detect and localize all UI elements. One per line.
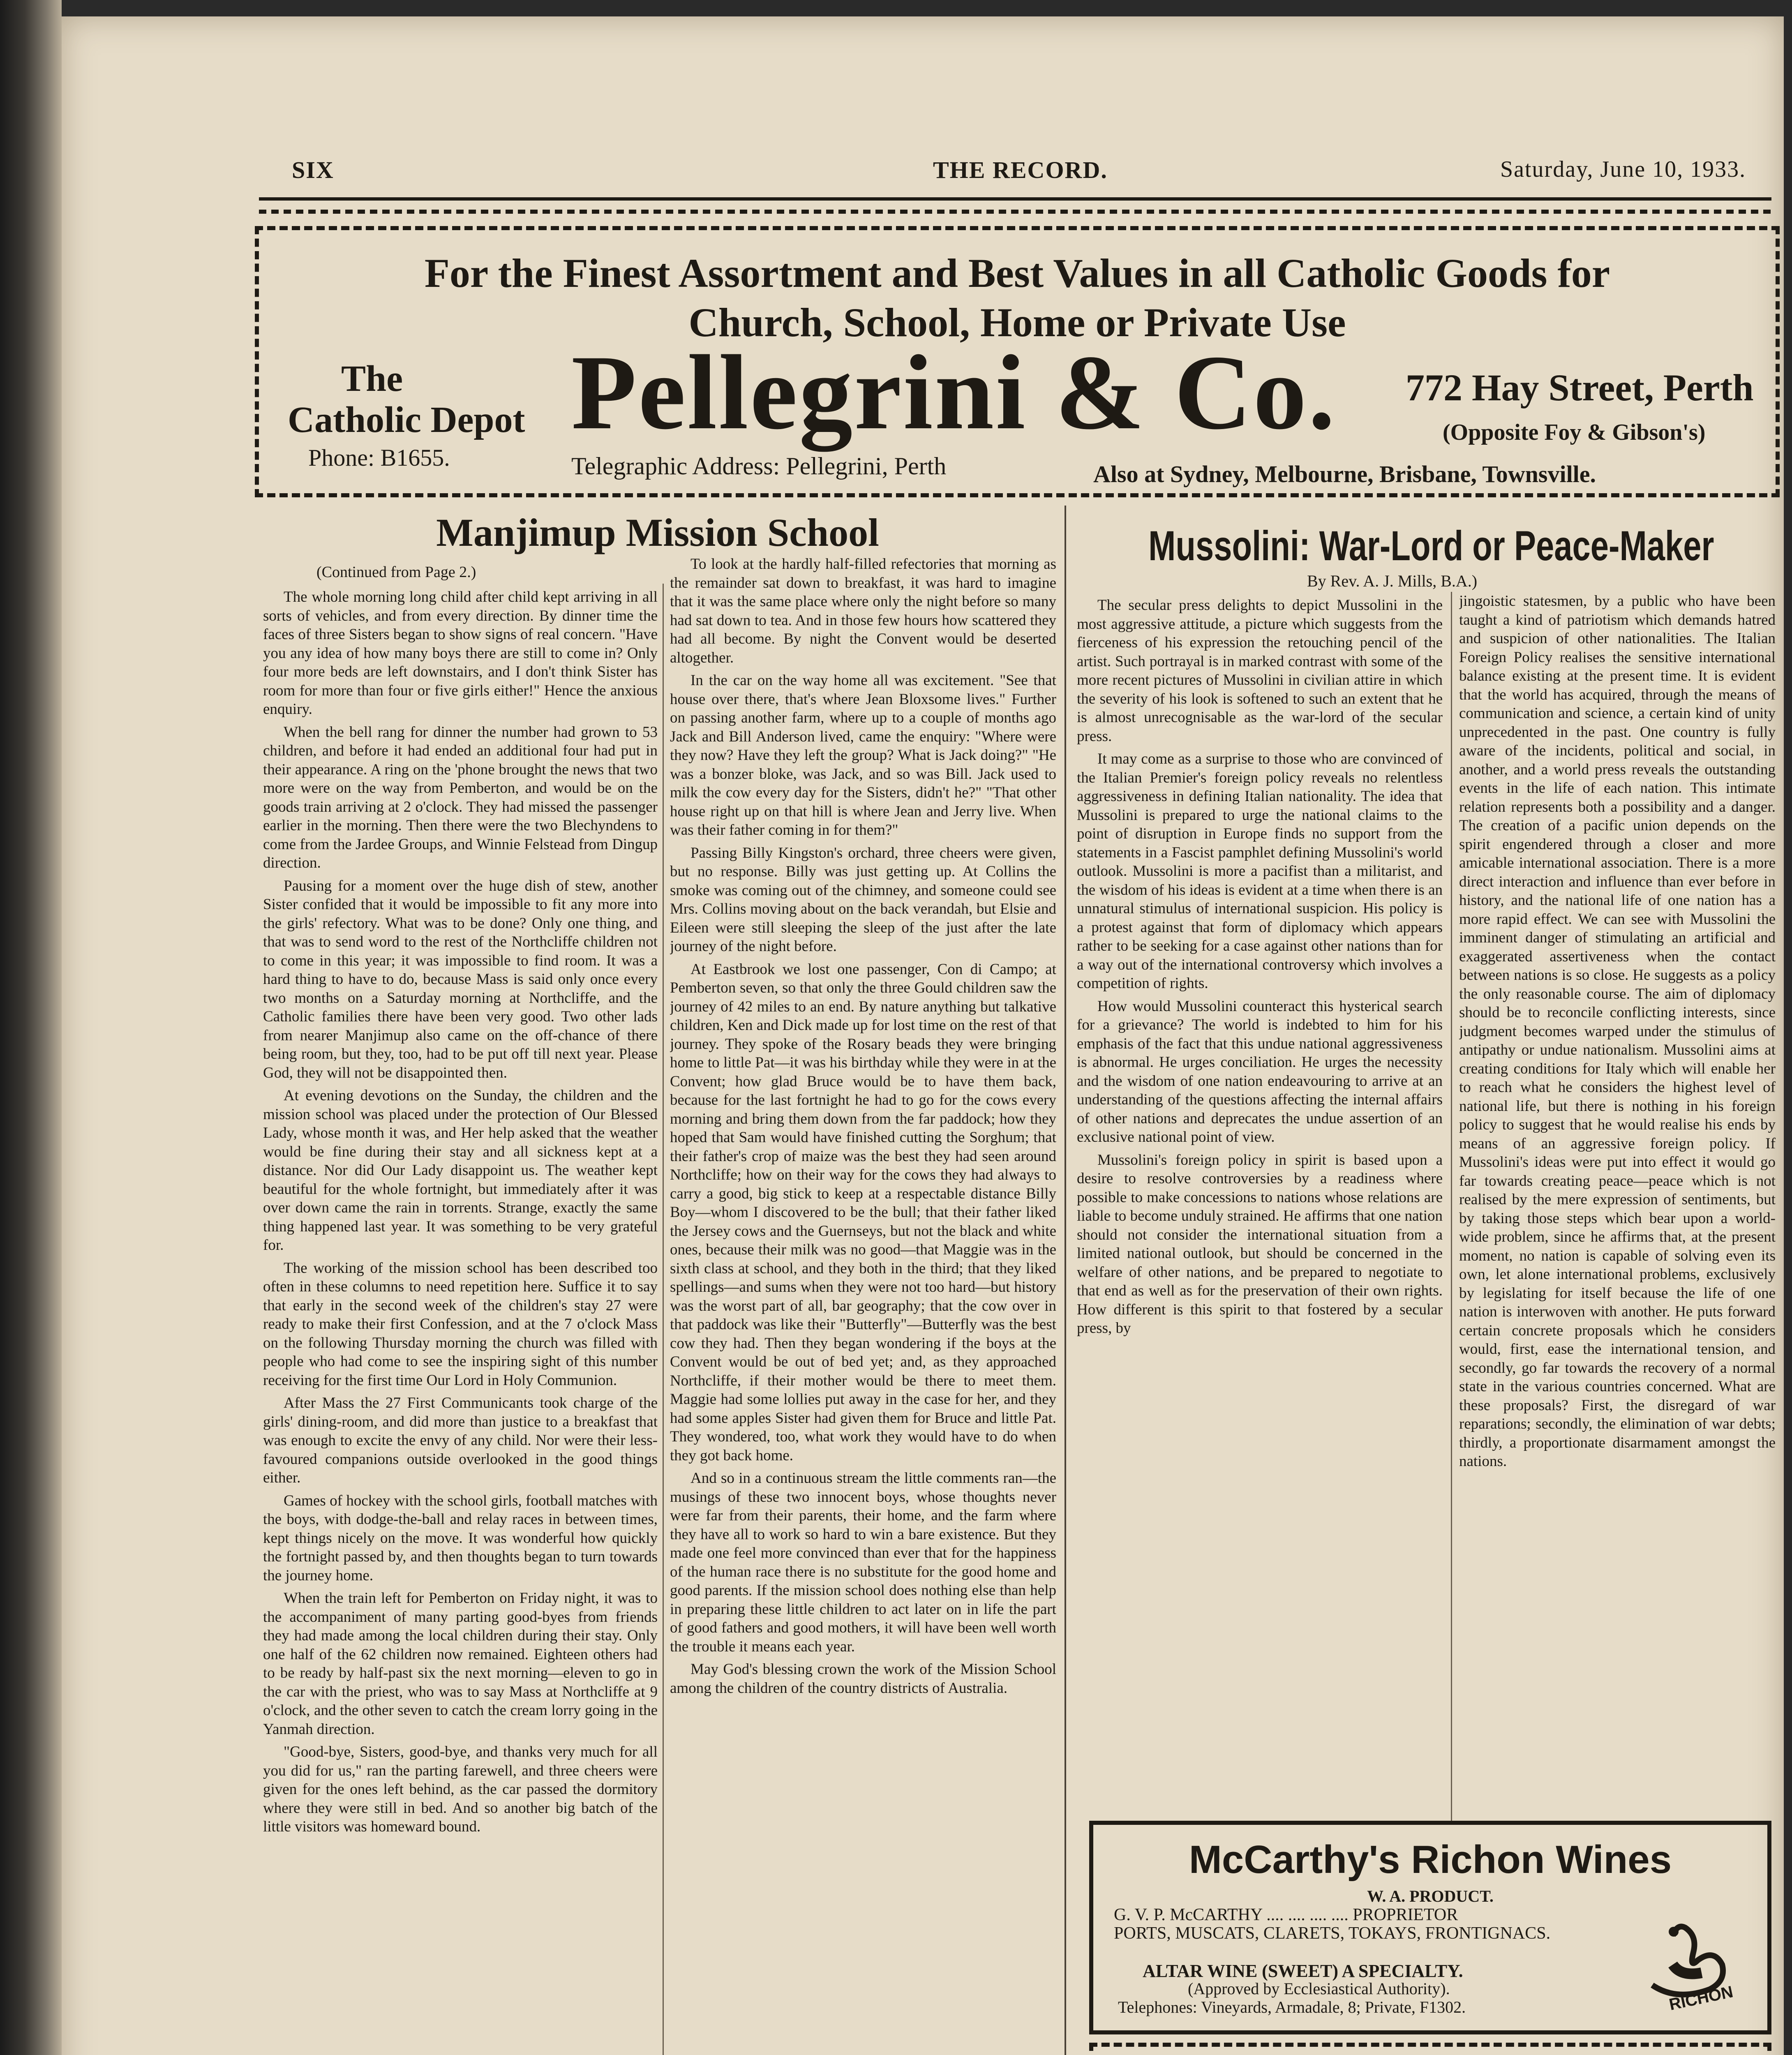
mussolini-paragraph: jingoistic statesmen, by a public who have been taught a kind of patriotism which demands hatred and suspicion of other nationalities. The Italian Foreign Policy realises the sensitive international balance existing at the present time. It is evident that the world has acquired, through the means of communication and science, a certain kind of unity unprecedented in the past. One country is fully aware of the incidents, political and social, in another, and a world press reveals the outstanding events in the life of each nation. This intimate relation represents both a possibility and a danger. The creation of a pacific union depends on the spirit engendered through a closer and more amicable international association. There is a more direct interaction and influence than ever before in history, and the national life of one nation has a more rapid effect. We can see with Mussolini the imminent danger of stimulating an artificial and exaggerated assertiveness when the contact between nations is so close. He suggests as a policy the only reasonable course. The aim of diplomacy should be to reconcile conflicting interests, since judgment becomes warped under the stimulus of antipathy or undue nationalism. Mussolini aims at creating conditions for Italy which will enable her to reach what he considers the highest level of national life, but there is nothing in his foreign policy to suggest that he would realise his ends by means of an aggressive foreign policy. If Mussolini's ideas were put into effect it would go far towards creating peace—peace which is not realised by the mere expression of sentiments, but by taking those steps which bear upon a world-wide problem, since he affirms that, at the present moment, no nation is capable of solving even its own, let alone international problems, exclusively by legislating for itself because the life of one nation is interwoven with another. He puts forward certain concrete proposals which he considers would, first, ease the international tension, and secondly, go far towards the recovery of a normal state in the various countries concerned. What are these proposals? First, the disregard of war reparations; secondly, the elimination of war debts; thirdly, a proportionate disarmament amongst the nations. [1459, 593, 1776, 1470]
mussolini-title-text: Mussolini: War-Lord or Peace-Maker [1148, 522, 1714, 569]
depedro-advertisement [1089, 2043, 1771, 2055]
richon-logo-text: RICHON [1667, 1983, 1735, 2014]
manjimup-paragraph: The working of the mission school has been described too often in these columns to need repetition here. Suffice it to say that early in the second week of the children's stay 27 were ready to make their first Confession, and at the 7 o'clock Mass on the following Thursday morning the church was filled with people who had come to see the inspiring sight of this number receiving for the first time Our Lord in Holy Communion. [263, 1259, 658, 1389]
header-dot-rule [259, 210, 1771, 214]
manjimup-column-2 [670, 555, 1056, 2055]
pellegrini-opposite: (Opposite Foy & Gibson's) [1443, 420, 1706, 445]
pellegrini-address: 772 Hay Street, Perth [1406, 367, 1754, 409]
column-rule [1451, 592, 1452, 1821]
manjimup-paragraph: May God's blessing crown the work of the Mission School among the children of the country districts of Australia. [670, 1661, 1056, 1697]
pellegrini-branches: Also at Sydney, Melbourne, Brisbane, Townsville. [1093, 461, 1596, 487]
paper-name: THE RECORD. [933, 157, 1108, 183]
pellegrini-company: Pellegrini & Co. [571, 333, 1337, 452]
manjimup-paragraph: At Eastbrook we lost one passenger, Con di Campo; at Pemberton seven, so that only the three Gould children saw the journey of 42 miles to an end. By nature anything but talkative children, Ken and Dick made up for lost time on the rest of that journey. They spoke of the Rosary beads they were bringing home to little Pat—it was his birthday while they were in at the Convent; how glad Bruce would be to have them back, because for the last fortnight he had to go for the cows every morning and bring them down from the far paddock; how they hoped that Sam would have finished cutting the Sorghum; that their father's crop of maize was the best they had seen around Northcliffe; how on their way for the cows they had always to carry a good, big stick to keep at a respectable distance Billy Boy—whom I discovered to be the bull; that their father liked the Jersey cows and the Guernseys, but not the black and white ones, because their milk was no good—that Maggie was in the sixth class at school, and they both in the third; that they liked spellings—and sums when they were not too hard—but history was the worst part of all, bar geography; that the cow over in that paddock was like their "Butterfly"—Butterfly was the best cow they had. Then they began wondering if the boys at the Convent would be out of bed yet; and, as they approached Northcliffe, if their mother would be there to meet them. Maggie had some lollies put away in the case for her, and they had some apples Sister had given them for Bruce and little Pat. They wondered, too, what work they would have to do when they got back home. [670, 961, 1056, 1464]
mccarthy-altar-wine: ALTAR WINE (SWEET) A SPECIALTY. [1143, 1961, 1463, 1981]
issue-date: Saturday, June 10, 1933. [1500, 157, 1746, 182]
depot-name: Catholic Depot [288, 399, 525, 440]
pellegrini-advertisement [255, 226, 1780, 497]
column-rule [663, 584, 664, 2055]
mccarthy-proprietor: G. V. P. McCARTHY .... .... .... .... PROPRIETOR [1114, 1905, 1458, 1924]
manjimup-paragraph: When the train left for Pemberton on Friday night, it was to the accompaniment of many parting good-byes from friends they had made among the local children during their stay. Only one half of the 62 children now remained. Eighteen others had to be ready by half-past six the next morning—eleven to go in the car with the priest, who was to say Mass at Northcliffe at 9 o'clock, and the other seven to catch the cream lorry going in the Yanmah direction. [263, 1590, 658, 1738]
mccarthy-title: McCarthy's Richon Wines [1189, 1838, 1672, 1882]
mccarthy-telephones: Telephones: Vineyards, Armadale, 8; Private, F1302. [1118, 1998, 1466, 2016]
manjimup-continued: (Continued from Page 2.) [316, 563, 476, 581]
mussolini-title [1069, 522, 1784, 570]
header-rule [259, 197, 1771, 201]
manjimup-paragraph: To look at the hardly half-filled refectories that morning as the remainder sat down to breakfast, it was hard to imagine that it was the same place where only the night before so many had sat down to tea. And in those few hours how scattered they had all become. By night the Convent would be deserted altogether. [670, 556, 1056, 666]
mccarthy-advertisement [1089, 1821, 1771, 2034]
mussolini-column-1 [1077, 596, 1443, 1817]
manjimup-column-1 [263, 588, 658, 2055]
mccarthy-types: PORTS, MUSCATS, CLARETS, TOKAYS, FRONTIGNACS. [1114, 1924, 1551, 1943]
pellegrini-telegraphic: Telegraphic Address: Pellegrini, Perth [571, 453, 947, 480]
mussolini-byline: By Rev. A. J. Mills, B.A.) [1307, 572, 1478, 590]
column-rule [1065, 506, 1066, 2055]
manjimup-paragraph: Passing Billy Kingston's orchard, three cheers were given, but no response. Billy was just getting up. At Collins the smoke was coming out of the chimney, and someone could see Mrs. Collins moving about on the back verandah, but Elsie and Eileen were still sleeping the sleep of the just after the late journey of the night before. [670, 844, 1056, 955]
manjimup-title: Manjimup Mission School [436, 510, 879, 554]
manjimup-paragraph: Games of hockey with the school girls, football matches with the boys, with dodge-the-ball and relay races in between times, kept things nicely on the move. It was wonderful how quickly the fortnight passed by, and then thoughts began to turn towards the journey home. [263, 1492, 658, 1584]
manjimup-paragraph: The whole morning long child after child kept arriving in all sorts of vehicles, and from every direction. By dinner time the faces of three Sisters began to show signs of real concern. "Have you any idea of how many boys there are still to come in? Only four more beds are left downstairs, and I don't think Sister has room for more than four or five girls either!" Hence the anxious enquiry. [263, 589, 658, 718]
manjimup-paragraph: "Good-bye, Sisters, good-bye, and thanks very much for all you did for us," ran the parting farewell, and three cheers were given for the ones left behind, as the car passed the dormitory where they were still in bed. And so another big batch of the little visitors was homeward bound. [263, 1743, 658, 1835]
mussolini-paragraph: How would Mussolini counteract this hysterical search for a grievance? The world is indebted to him for his emphasis of the fact that this undue national aggressiveness is abnormal. He urges conciliation. He urges the necessity and the wisdom of one nation endeavouring to arrive at an understanding of the questions affecting the internal affairs of other nations and deprecates the undue assertion of an exclusive national point of view. [1077, 997, 1443, 1145]
manjimup-paragraph: At evening devotions on the Sunday, the children and the mission school was placed under the protection of Our Blessed Lady, whose month it was, and Her help asked that the weather would be fine during their stay and all sickness kept at a distance. Nor did Our Lady disappoint us. The weather kept beautiful for the whole fortnight, but immediately after it was over down came the rain in torrents. Strange, exactly the same thing happened last year. It was something to be very grateful for. [263, 1087, 658, 1254]
depot-the: The [341, 358, 403, 399]
pellegrini-subheadline: Church, School, Home or Private Use [688, 300, 1346, 345]
pellegrini-phone: Phone: B1655. [308, 444, 450, 471]
manjimup-paragraph: Pausing for a moment over the huge dish of stew, another Sister confided that it would be impossible to fit any more into the girls' refectory. What was to be done? Only one thing, and that was to send word to the rest of the Northcliffe children not to come in this year; it was impossible to find room. It was a hard thing to have to do, because Mass is said only once every two months on a Saturday morning at Northcliffe, and the Catholic families there have been very good. Two other lads from nearer Manjimup also came on the off-chance of there being room, but they, too, had to be put off till next year. Please God, they will not be disappointed then. [263, 877, 658, 1081]
book-spine-edge [0, 0, 62, 2055]
mussolini-column-2 [1459, 592, 1776, 1817]
page-label: SIX [292, 157, 334, 183]
mussolini-paragraph: It may come as a surprise to those who are convinced of the Italian Premier's foreign policy reveals no relentless aggressiveness in defining Italian nationality. The idea that Mussolini is prepared to urge the national claims to the point of disruption in Europe finds no support from the statements in a Fascist pamphlet defining Mussolini's world outlook. Mussolini is more a pacifist than a militarist, and the wisdom of his ideas is evident at a time when there is an unnatural stimulus of international suspicion. His policy is a protest against that form of diplomacy which appears rather to be seeking for a case against other nations than for a way out of the international controversy which involves a competition of rights. [1077, 750, 1443, 992]
mussolini-paragraph: The secular press delights to depict Mussolini in the most aggressive attitude, a picture which suggests from the fierceness of his expression the retouching pencil of the artist. Such portrayal is in marked contrast with some of the more recent pictures of Mussolini in civilian attire in which the severity of his look is softened to such an extent that he is almost unrecognisable as the war-lord of the secular press. [1077, 597, 1443, 745]
manjimup-paragraph: When the bell rang for dinner the number had grown to 53 children, and before it had ended an additional four had put in their appearance. A ring on the 'phone brought the news that two more were on the way from Pemberton, and would be on the goods train arriving at 2 o'clock. They had missed the passenger earlier in the morning. Then there were the two Blechyndens to come from the Jardee Groups, and Winnie Felstead from Dingup direction. [263, 723, 658, 871]
manjimup-paragraph: After Mass the 27 First Communicants took charge of the girls' dining-room, and did more than justice to a breakfast that was enough to excite the envy of any child. Nor were their less-favoured companions outside overlooked in the good things either. [263, 1395, 658, 1486]
pellegrini-headline: For the Finest Assortment and Best Values in all Catholic Goods for [424, 250, 1610, 296]
newspaper-page [62, 16, 1784, 2055]
mccarthy-approved: (Approved by Ecclesiastical Authority). [1188, 1979, 1450, 1998]
mccarthy-product: W. A. PRODUCT. [1367, 1887, 1494, 1905]
manjimup-paragraph: In the car on the way home all was excitement. "See that house over there, that's where Jean Bloxsome lives." Further on passing another farm, where up to a couple of months ago Jack and Bill Anderson lived, came the enquiry: "Where were they now? Have they left the group? What is Jack doing?" "He was a bonzer bloke, was Jack, and so was Bill. Jack used to milk the cow every day for the Sisters, didn't he?" "That other house right up on that hill is where Jean and Jerry live. When was their father coming in for them?" [670, 672, 1056, 838]
mussolini-paragraph: Mussolini's foreign policy in spirit is based upon a desire to resolve controversies by a readiness where possible to make concessions to nations whose relations are liable to become unduly strained. He affirms that one nation should not consider the international situation from a limited national outlook, but should be concerned in the welfare of other nations, and be prepared to negotiate to that end as well as for the preservation of their own rights. How different is this spirit to that fostered by a secular press, by [1077, 1151, 1443, 1337]
manjimup-paragraph: And so in a continuous stream the little comments ran—the musings of these two innocent boys, whose thoughts never were far from their parents, their home, and the farm where they have all to work so hard to win a bare existence. But they made one feel more convinced than ever that for the happiness of the human race there is no substitute for the good home and good parents. If the mission school does nothing else than help in preparing these little children to act later on in life the part of good fathers and good mothers, it will have been well worth the trouble it means each year. [670, 1470, 1056, 1655]
